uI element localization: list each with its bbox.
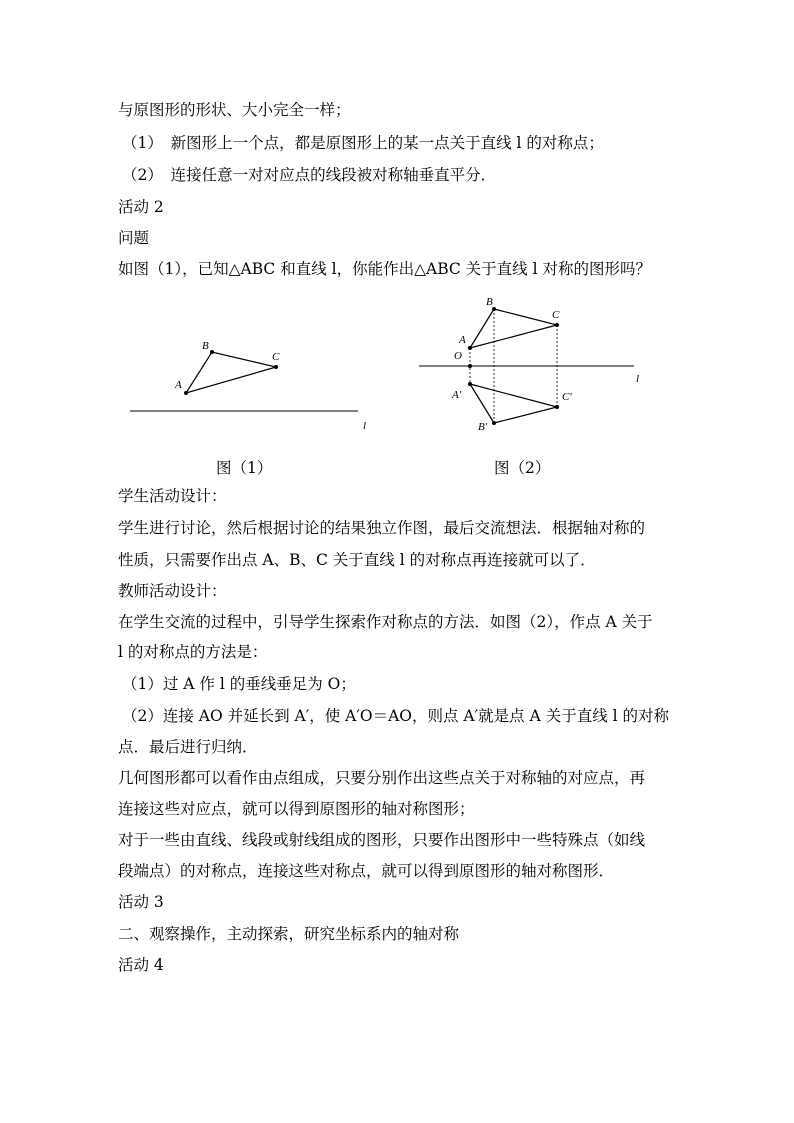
point-o <box>468 364 472 368</box>
point-a <box>184 391 188 395</box>
text-line-12: l 的对称点的方法是： <box>118 643 268 661</box>
text-line-10: 教师活动设计： <box>118 582 227 600</box>
figure-1-caption: 图（1） <box>216 459 273 477</box>
label-o: O <box>454 350 462 362</box>
text-line-13: （1）过 A 作 l 的垂线垂足为 O； <box>122 675 356 693</box>
text-line-8: 学生进行讨论，然后根据讨论的结果独立作图，最后交流想法．根据轴对称的 <box>118 519 646 537</box>
point-b2 <box>492 421 496 425</box>
text-line-2: （1） 新图形上一个点，都是原图形上的某一点关于直线 l 的对称点； <box>122 134 604 152</box>
text-line-17: 连接这些对应点，就可以得到原图形的轴对称图形； <box>118 800 475 818</box>
point-c2 <box>555 405 559 409</box>
label-a: A <box>459 334 466 346</box>
text-line-3: （2） 连接任意一对对应点的线段被对称轴垂直平分． <box>122 166 497 184</box>
text-line-19: 段端点）的对称点，连接这些对称点，就可以得到原图形的轴对称图形． <box>118 862 615 880</box>
text-line-9: 性质，只需要作出点 A、B、C 关于直线 l 的对称点再连接就可以了． <box>118 551 596 569</box>
figure-2 <box>410 290 650 440</box>
label-c2: C′ <box>562 391 572 403</box>
label-c: C <box>552 309 560 321</box>
text-line-6: 如图（1），已知△ABC 和直线 l，你能作出△ABC 关于直线 l 对称的图形吗？ <box>118 260 651 278</box>
text-line-7: 学生活动设计： <box>118 487 227 505</box>
text-line-18: 对于一些由直线、线段或射线组成的图形，只要作出图形中一些特殊点（如线 <box>118 831 646 849</box>
text-line-14: （2）连接 AO 并延长到 A′，使 A′O＝AO，则点 A′就是点 A 关于直线 l 的对称 <box>122 707 670 725</box>
text-line-5: 问题 <box>118 229 150 247</box>
triangle-abc <box>470 309 557 348</box>
text-line-16: 几何图形都可以看作由点组成，只要分别作出这些点关于对称轴的对应点，再 <box>118 769 646 787</box>
label-c: C <box>272 351 280 363</box>
point-a2 <box>468 382 472 386</box>
point-b <box>210 350 214 354</box>
label-a: A <box>175 379 182 391</box>
label-a2: A′ <box>452 389 462 401</box>
text-line-11: 在学生交流的过程中，引导学生探索作对称点的方法．如图（2），作点 A 关于 <box>118 613 653 631</box>
label-b: B <box>202 340 209 352</box>
text-line-15: 点．最后进行归纳． <box>118 738 258 756</box>
triangle-abc <box>186 352 276 393</box>
text-line-1: 与原图形的形状、大小完全一样； <box>118 101 351 119</box>
label-l: l <box>363 420 367 432</box>
point-c <box>274 365 278 369</box>
text-line-22: 活动 4 <box>118 956 164 974</box>
figure-1 <box>120 330 380 440</box>
label-b2: B′ <box>478 421 488 433</box>
text-line-21: 二、观察操作，主动探索，研究坐标系内的轴对称 <box>118 925 460 943</box>
triangle-a2b2c2 <box>470 384 557 423</box>
label-b: B <box>486 296 493 308</box>
figure-2-caption: 图（2） <box>494 459 551 477</box>
text-line-20: 活动 3 <box>118 893 164 911</box>
point-a <box>468 346 472 350</box>
text-line-4: 活动 2 <box>118 198 164 216</box>
point-c <box>555 323 559 327</box>
label-l: l <box>636 373 640 385</box>
